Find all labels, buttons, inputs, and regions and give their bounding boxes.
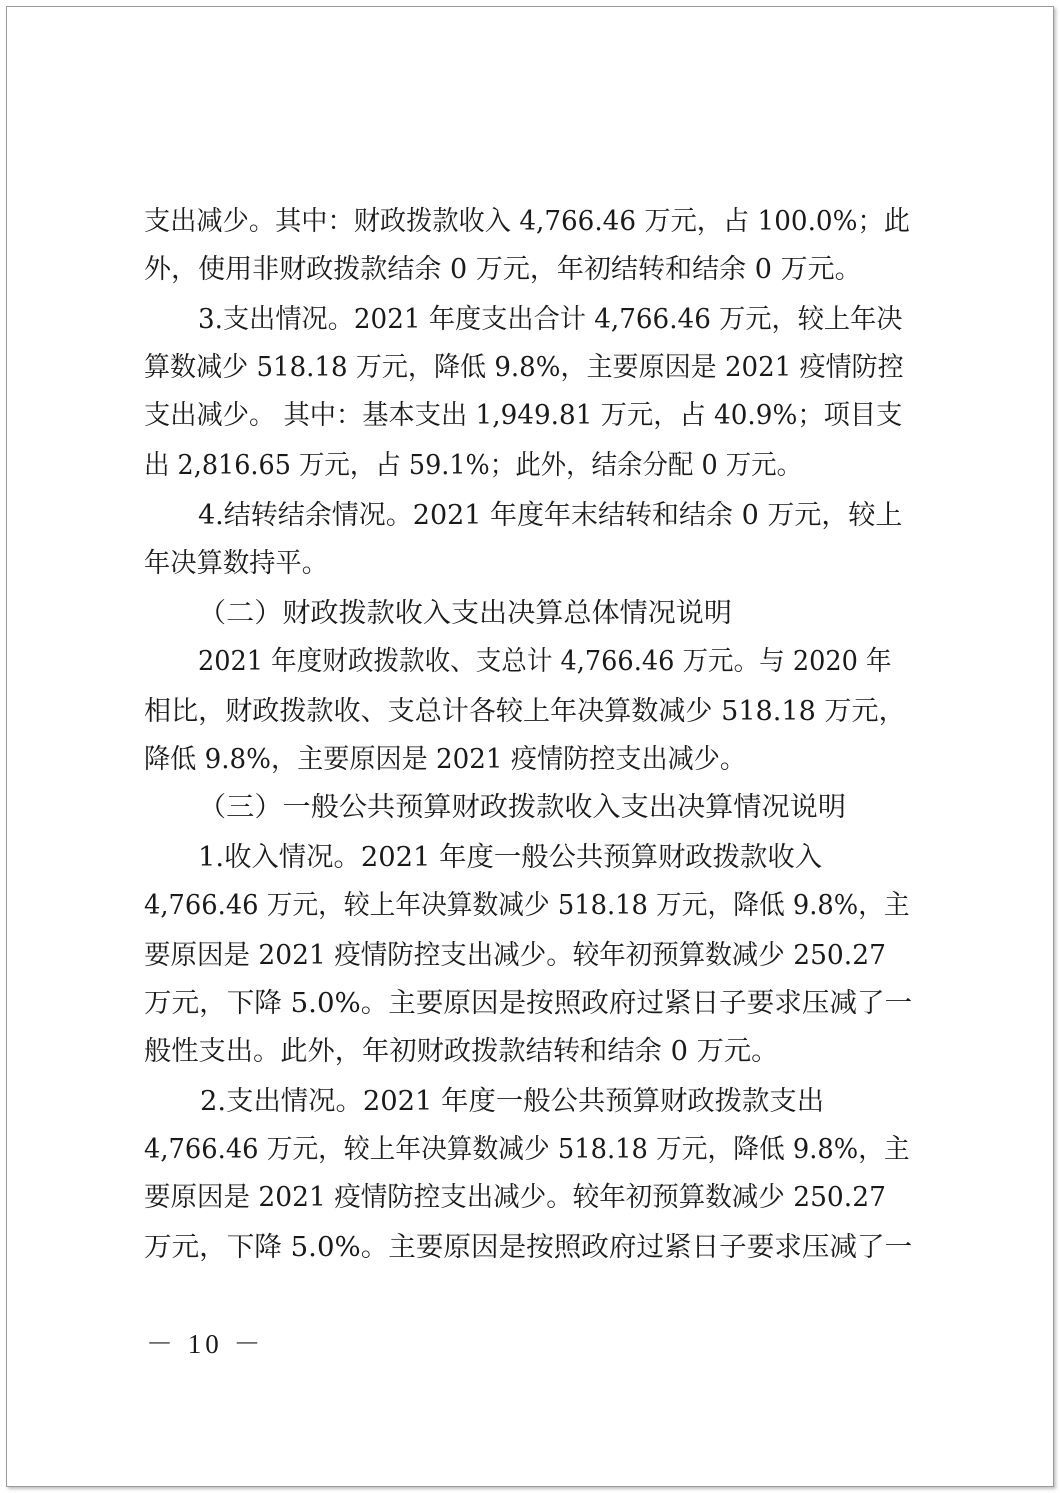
text-line: 要原因是 2021 疫情防控支出减少。较年初预算数减少 250.27	[144, 1182, 886, 1213]
text-line: 般性支出。此外，年初财政拨款结转和结余 0 万元。	[144, 1036, 779, 1067]
text-line: 降低 9.8%，主要原因是 2021 疫情防控支出减少。	[144, 744, 747, 775]
section-heading: （三）一般公共预算财政拨款收入支出决算情况说明	[198, 792, 846, 823]
text-line: 万元，下降 5.0%。主要原因是按照政府过紧日子要求压减了一	[144, 1232, 913, 1263]
text-line: 外，使用非财政拨款结余 0 万元，年初结转和结余 0 万元。	[144, 254, 862, 285]
text-line: 要原因是 2021 疫情防控支出减少。较年初预算数减少 250.27	[144, 940, 886, 971]
page-number: － 10 －	[146, 1329, 265, 1359]
text-line: 出 2,816.65 万元，占 59.1%；此外，结余分配 0 万元。	[144, 450, 803, 481]
text-line: 4,766.46 万元，较上年决算数减少 518.18 万元，降低 9.8%，主	[144, 890, 910, 921]
text-line: 3.支出情况。2021 年度支出合计 4,766.46 万元，较上年决	[198, 304, 903, 335]
text-line: 4,766.46 万元，较上年决算数减少 518.18 万元，降低 9.8%，主	[144, 1134, 910, 1165]
section-heading: （二）财政拨款收入支出决算总体情况说明	[198, 598, 732, 629]
text-line: 2021 年度财政拨款收、支总计 4,766.46 万元。与 2020 年	[198, 646, 892, 677]
text-line: 2.支出情况。2021 年度一般公共预算财政拨款支出	[200, 1086, 825, 1117]
text-line: 4.结转结余情况。2021 年度年末结转和结余 0 万元，较上	[198, 500, 903, 531]
text-line: 支出减少。 其中：基本支出 1,949.81 万元，占 40.9%；项目支	[144, 400, 903, 431]
text-line: 年决算数持平。	[144, 548, 328, 579]
text-line: 1.收入情况。2021 年度一般公共预算财政拨款收入	[198, 842, 823, 873]
text-line: 算数减少 518.18 万元，降低 9.8%，主要原因是 2021 疫情防控	[144, 352, 904, 383]
text-line: 支出减少。其中：财政拨款收入 4,766.46 万元，占 100.0%；此	[144, 206, 910, 237]
text-line: 相比，财政拨款收、支总计各较上年决算数减少 518.18 万元，	[144, 696, 906, 727]
text-line: 万元，下降 5.0%。主要原因是按照政府过紧日子要求压减了一	[144, 988, 913, 1019]
